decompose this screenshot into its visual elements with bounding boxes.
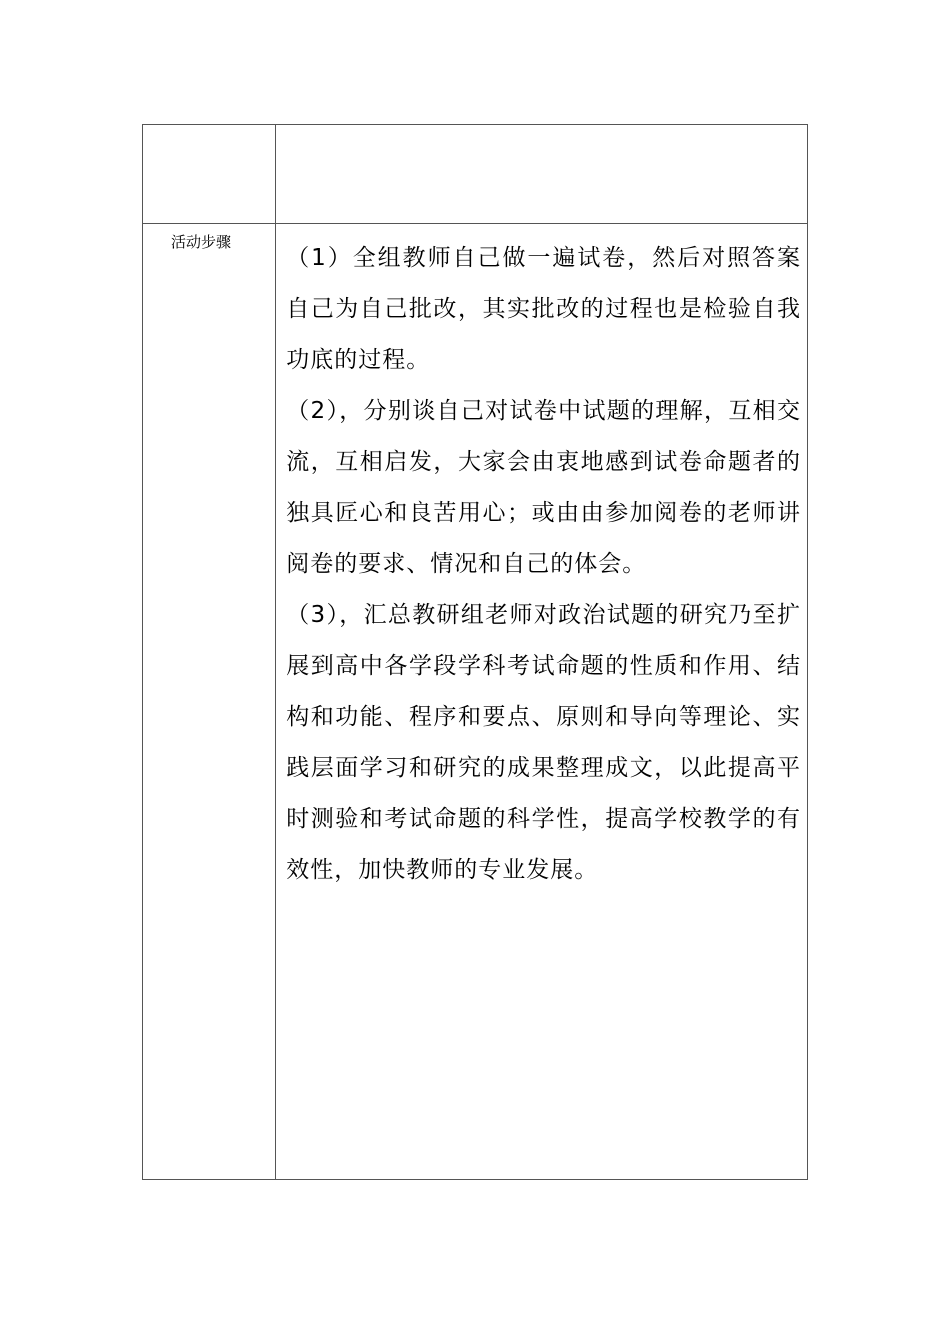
activity-steps-label-cell [143,224,276,1180]
empty-label-cell [143,125,276,224]
activity-form-table [142,124,808,1180]
table-row-activity-steps [143,224,808,1180]
activity-steps-label: 活动步骤 [171,233,232,251]
step-3-paragraph: （3），汇总教研组老师对政治试题的研究乃至扩展到高中各学段学科考试命题的性质和作用、结构和功能、程序和要点、原则和导向等理论、实践层面学习和研究的成果整理成文，以此提高平时测验和考试命题的科学性，提高学校教学的有效性，加快教师的专业发展。 [286,602,801,883]
step-2-paragraph: （2），分别谈自己对试卷中试题的理解，互相交流，互相启发，大家会由衷地感到试卷命题者的独具匠心和良苦用心；或由由参加阅卷的老师讲阅卷的要求、情况和自己的体会。 [286,398,801,577]
table-row-empty [143,125,808,224]
step-1-paragraph: （1）全组教师自己做一遍试卷，然后对照答案自己为自己批改，其实批改的过程也是检验自我功底的过程。 [286,245,801,373]
activity-steps-content-cell [276,224,808,1180]
empty-content-cell [276,125,808,224]
